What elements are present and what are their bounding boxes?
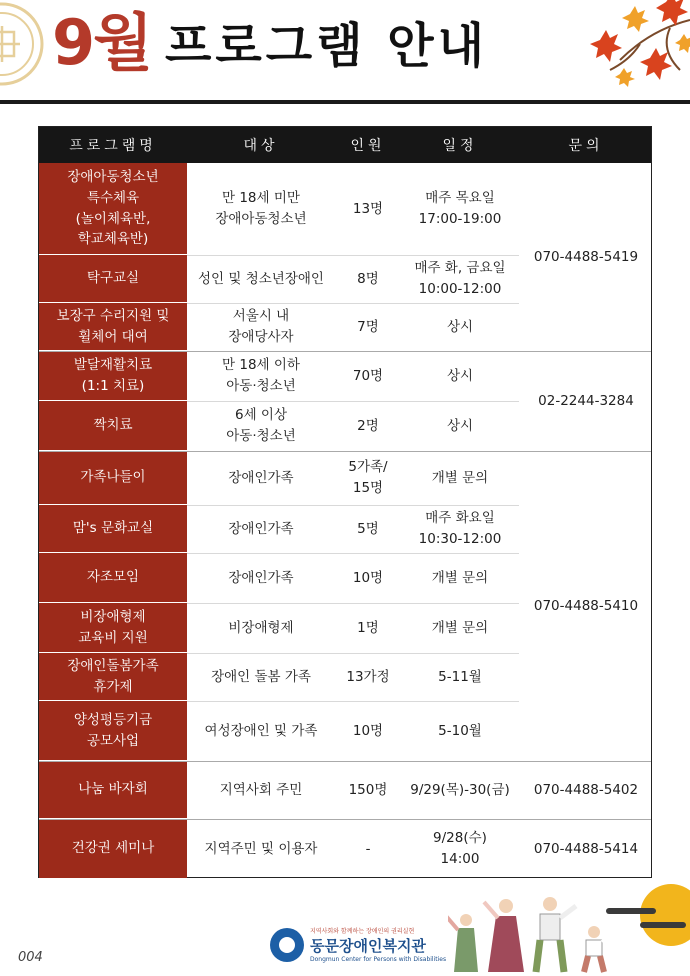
contact-cell: 02-2244-3284 [538,392,634,409]
count-cell: 8명 [357,270,379,287]
title-text: 프로그램 안내 [165,18,488,74]
program-name-cell: 맘's 문화교실 [39,505,187,553]
row-divider [187,553,519,554]
row-divider [187,603,519,604]
page-title [52,6,488,79]
schedule-cell: 9/28(수) 14:00 [433,830,487,867]
maple-leaves-icon [540,0,690,100]
schedule-cell: 매주 목요일 17:00-19:00 [418,190,502,227]
program-name-cell: 장애인돌봄가족 휴가제 [39,653,187,701]
schedule-cell: 상시 [446,367,474,384]
program-name-cell: 짝치료 [39,401,187,451]
group-divider [39,819,651,820]
row-divider [187,401,519,402]
schedule-cell: 매주 화, 금요일 10:00-12:00 [414,260,506,297]
target-cell: 만 18세 이하 아동·청소년 [222,357,300,394]
column-header-count: 인원 [350,138,386,154]
count-cell: 13명 [352,200,384,217]
target-cell: 지역사회 주민 [219,781,303,798]
contact-cell: 070-4488-5419 [533,248,639,265]
row-divider [187,303,519,304]
logo-subtitle: Dongmun Center for Persons with Disabilities [310,956,447,963]
column-header-program: 프로그램명 [69,138,157,154]
schedule-cell: 상시 [446,318,474,335]
schedule-cell: 5-11월 [438,668,482,685]
schedule-cell: 상시 [446,417,474,434]
program-name-cell: 탁구교실 [39,255,187,303]
count-cell: 5가족/ 15명 [348,459,388,496]
schedule-cell: 매주 화요일 10:30-12:00 [418,510,502,547]
program-name-cell: 비장애형제 교육비 지원 [39,603,187,653]
count-cell: 2명 [357,417,379,434]
target-cell: 성인 및 청소년장애인 [198,270,324,287]
program-table [38,126,652,878]
header-divider [0,100,690,104]
target-cell: 장애인가족 [228,469,294,486]
logo-tagline: 지역사회와 함께하는 장애인의 권리실현 [310,928,415,935]
contact-cell: 070-4488-5414 [533,840,639,857]
logo-name: 동문장애인복지관 [310,937,426,955]
program-name-cell: 양성평등기금 공모사업 [39,701,187,761]
count-cell: 1명 [357,619,379,636]
row-divider [187,653,519,654]
program-name-cell: 건강권 세미나 [39,819,187,879]
target-cell: 장애인 돌봄 가족 [211,668,311,685]
program-name-cell: 자조모임 [39,553,187,603]
target-cell: 여성장애인 및 가족 [204,722,318,739]
count-cell: 13가정 [346,668,390,685]
target-cell: 장애인가족 [228,520,294,537]
title-month: 9월 [52,6,152,79]
program-name-cell: 가족나들이 [39,451,187,505]
contact-cell: 070-4488-5410 [533,597,639,614]
schedule-cell: 개별 문의 [431,569,489,586]
page-header [0,0,690,110]
count-cell: 10명 [352,722,384,739]
target-cell: 비장애형제 [228,619,294,636]
schedule-cell: 개별 문의 [431,619,489,636]
count-cell: 7명 [357,318,379,335]
traditional-dancers-illustration [448,892,618,976]
group-divider [39,351,651,352]
program-name-cell: 나눔 바자회 [39,761,187,819]
group-divider [39,761,651,762]
target-cell: 6세 이상 아동·청소년 [226,407,296,444]
count-cell: 10명 [352,569,384,586]
count-cell: 150명 [348,781,388,798]
logo-mark-icon [270,928,304,962]
column-header-target: 대상 [243,138,279,154]
column-header-contact: 문의 [568,138,604,154]
page-number: 004 [18,950,43,965]
schedule-cell: 9/29(목)-30(금) [410,781,510,798]
circular-emblem-icon [0,0,54,110]
program-name-cell: 장애아동청소년 특수체육 (놀이체육반, 학교체육반) [39,163,187,255]
row-divider [187,255,519,256]
full-moon-icon [640,884,690,946]
cloud-icon [640,922,686,928]
target-cell: 지역주민 및 이용자 [204,840,318,857]
count-cell: - [365,840,371,857]
target-cell: 장애인가족 [228,569,294,586]
column-header-schedule: 일정 [442,138,478,154]
contact-cell: 070-4488-5402 [533,781,639,798]
row-divider [187,505,519,506]
schedule-cell: 개별 문의 [431,469,489,486]
count-cell: 70명 [352,367,384,384]
count-cell: 5명 [357,520,379,537]
program-name-cell: 발달재활치료 (1:1 치료) [39,351,187,401]
group-divider [39,451,651,452]
target-cell: 서울시 내 장애당사자 [228,308,294,345]
target-cell: 만 18세 미만 장애아동청소년 [215,190,307,227]
table-header [39,127,651,163]
program-name-cell: 보장구 수리지원 및 휠체어 대여 [39,303,187,351]
schedule-cell: 5-10월 [438,722,482,739]
row-divider [187,701,519,702]
organization-logo [270,926,446,963]
